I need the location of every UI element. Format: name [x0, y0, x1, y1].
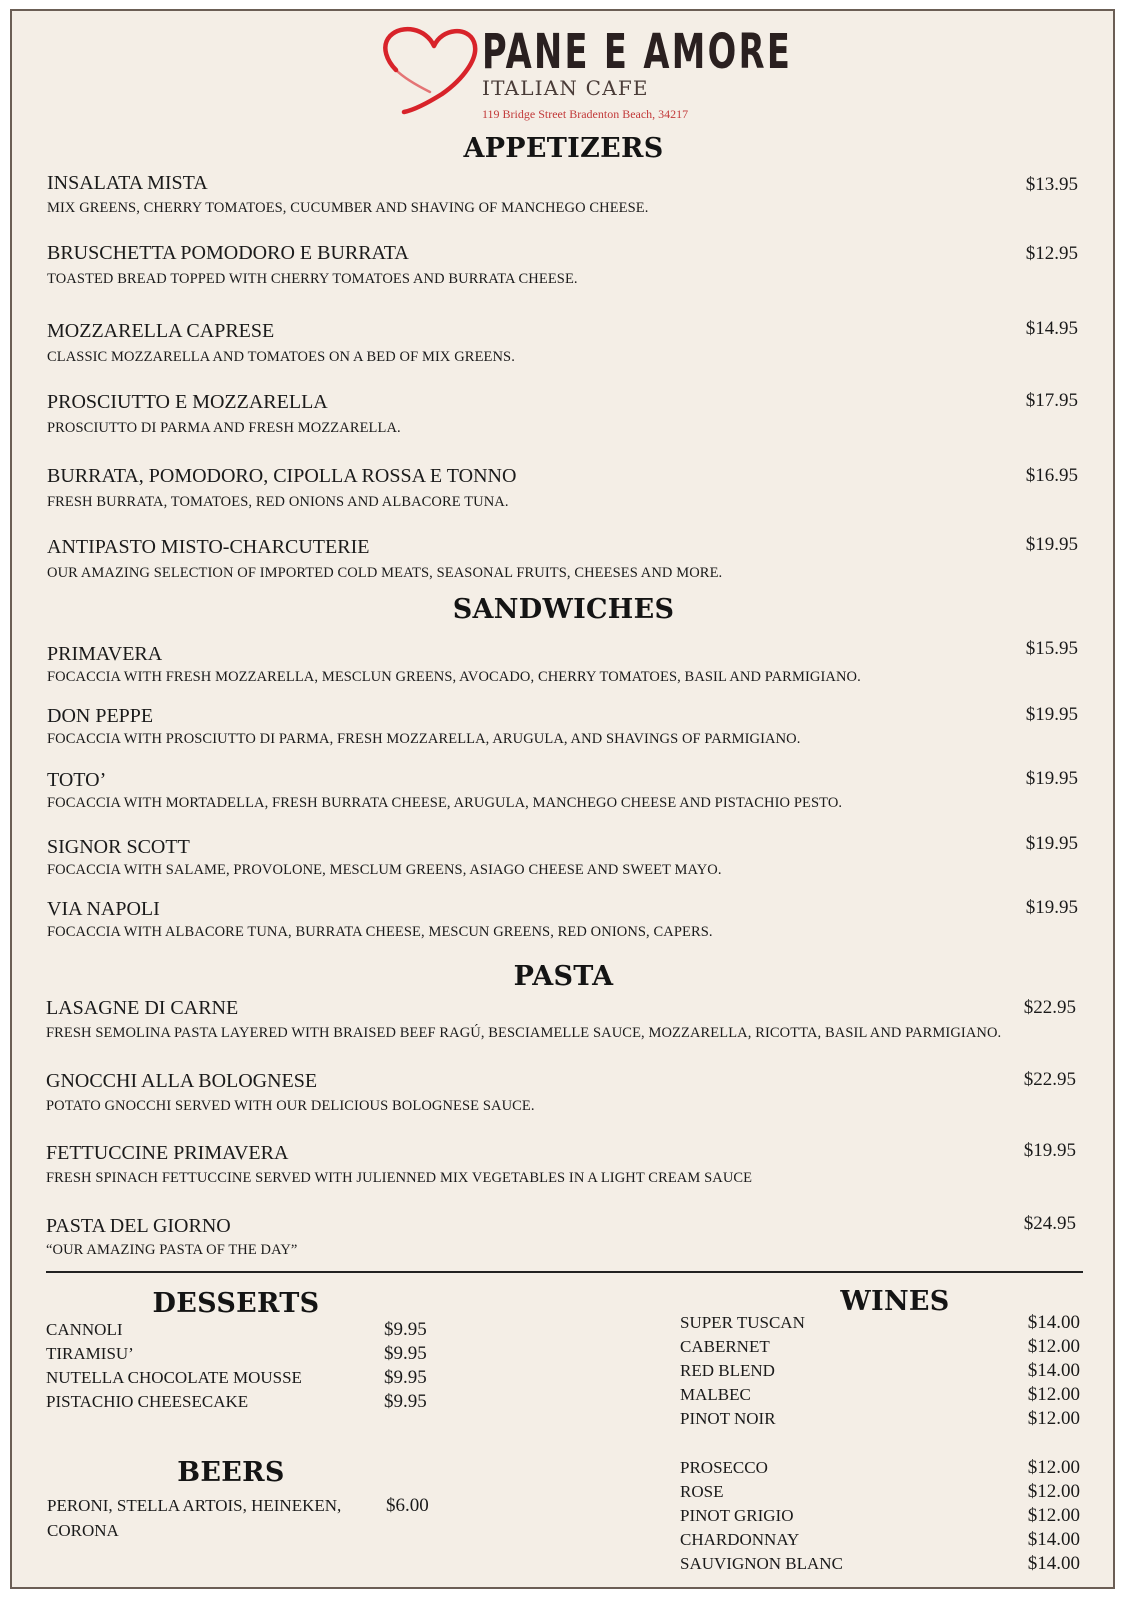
- menu-item-name: TOTO’: [47, 769, 107, 791]
- menu-item-name: VIA NAPOLI: [47, 898, 160, 920]
- menu-item-price: $22.95: [1023, 997, 1076, 1018]
- dessert-name: PISTACHIO CHEESECAKE: [46, 1392, 249, 1411]
- wine-name: MALBEC: [680, 1385, 751, 1404]
- menu-item-desc: FRESH BURRATA, TOMATOES, RED ONIONS AND ALBACORE TUNA.: [47, 494, 509, 510]
- menu-item-desc: FOCACCIA WITH PROSCIUTTO DI PARMA, FRESH MOZZARELLA, ARUGULA, AND SHAVINGS OF PARMIGIANO.: [47, 731, 801, 747]
- menu-item-name: ANTIPASTO MISTO-CHARCUTERIE: [47, 536, 370, 558]
- menu-item-desc: FOCACCIA WITH MORTADELLA, FRESH BURRATA CHEESE, ARUGULA, MANCHEGO CHEESE AND PISTACHIO PESTO.: [47, 795, 843, 811]
- menu-item-price: $22.95: [1023, 1069, 1076, 1090]
- menu-item-name: BURRATA, POMODORO, CIPOLLA ROSSA E TONNO: [47, 465, 517, 487]
- menu-item-price: $12.95: [1025, 243, 1078, 264]
- menu-item-desc: CLASSIC MOZZARELLA AND TOMATOES ON A BED OF MIX GREENS.: [47, 349, 515, 365]
- wine-price: $14.00: [1027, 1553, 1080, 1574]
- menu-item-price: $14.95: [1025, 318, 1078, 339]
- wine-name: SAUVIGNON BLANC: [680, 1554, 843, 1573]
- menu-item-name: GNOCCHI ALLA BOLOGNESE: [46, 1070, 318, 1092]
- wine-price: $14.00: [1027, 1529, 1080, 1550]
- beer-list-line: PERONI, STELLA ARTOIS, HEINEKEN,: [47, 1496, 342, 1515]
- menu-item-price: $15.95: [1025, 638, 1078, 659]
- wine-name: RED BLEND: [680, 1361, 775, 1380]
- menu-item-desc: FRESH SPINACH FETTUCCINE SERVED WITH JULIENNED MIX VEGETABLES IN A LIGHT CREAM SAUCE: [46, 1170, 753, 1186]
- menu-item-price: $19.95: [1025, 833, 1078, 854]
- menu-item-price: $16.95: [1025, 465, 1078, 486]
- wine-price: $12.00: [1027, 1384, 1080, 1405]
- dessert-name: NUTELLA CHOCOLATE MOUSSE: [46, 1368, 302, 1387]
- menu-item-desc: POTATO GNOCCHI SERVED WITH OUR DELICIOUS BOLOGNESE SAUCE.: [46, 1098, 535, 1114]
- dessert-name: CANNOLI: [46, 1320, 123, 1339]
- menu-item-name: SIGNOR SCOTT: [47, 836, 190, 858]
- wine-price: $12.00: [1027, 1457, 1080, 1478]
- menu-item-price: $19.95: [1025, 534, 1078, 555]
- section-divider: [46, 1271, 1083, 1273]
- menu-item-name: PASTA DEL GIORNO: [46, 1215, 231, 1237]
- menu-item-price: $19.95: [1025, 768, 1078, 789]
- wine-price: $14.00: [1027, 1360, 1080, 1381]
- dessert-name: TIRAMISU’: [46, 1344, 134, 1363]
- desserts-title: DESSERTS: [152, 1288, 320, 1319]
- menu-item-price: $19.95: [1023, 1140, 1076, 1161]
- wine-price: $14.00: [1027, 1312, 1080, 1333]
- menu-item-name: INSALATA MISTA: [47, 172, 208, 194]
- wine-name: PINOT GRIGIO: [680, 1506, 794, 1525]
- menu-item-name: MOZZARELLA CAPRESE: [47, 320, 275, 342]
- menu-item-desc: FOCACCIA WITH FRESH MOZZARELLA, MESCLUN GREENS, AVOCADO, CHERRY TOMATOES, BASIL AND PARMIGIANO.: [47, 669, 861, 685]
- wine-name: PINOT NOIR: [680, 1409, 776, 1428]
- menu-item-name: PROSCIUTTO E MOZZARELLA: [47, 391, 328, 413]
- wine-name: ROSE: [680, 1482, 724, 1501]
- menu-item-price: $19.95: [1025, 897, 1078, 918]
- menu-item-price: $19.95: [1025, 704, 1078, 725]
- pasta-title: PASTA: [513, 961, 614, 992]
- dessert-price: $9.95: [384, 1367, 427, 1388]
- beer-price: $6.00: [386, 1495, 429, 1516]
- menu-item-price: $24.95: [1023, 1213, 1076, 1234]
- menu-item-desc: OUR AMAZING SELECTION OF IMPORTED COLD MEATS, SEASONAL FRUITS, CHEESES AND MORE.: [47, 565, 723, 581]
- sandwiches-title: SANDWICHES: [452, 594, 675, 625]
- menu-item-name: PRIMAVERA: [47, 643, 163, 665]
- wine-price: $12.00: [1027, 1408, 1080, 1429]
- menu-item-price: $17.95: [1025, 390, 1078, 411]
- restaurant-address: 119 Bridge Street Bradenton Beach, 34217: [482, 107, 689, 121]
- wine-price: $12.00: [1027, 1481, 1080, 1502]
- menu-item-name: BRUSCHETTA POMODORO E BURRATA: [47, 242, 409, 264]
- wine-name: PROSECCO: [680, 1458, 768, 1477]
- wine-name: CABERNET: [680, 1337, 770, 1356]
- wine-price: $12.00: [1027, 1505, 1080, 1526]
- menu-item-desc: FRESH SEMOLINA PASTA LAYERED WITH BRAISED BEEF RAGÚ, BESCIAMELLE SAUCE, MOZZARELLA, RICOTTA, BASIL AND PARMIGIANO.: [46, 1025, 1002, 1041]
- wine-price: $12.00: [1027, 1336, 1080, 1357]
- menu-item-desc: PROSCIUTTO DI PARMA AND FRESH MOZZARELLA.: [47, 420, 401, 436]
- wine-name: SUPER TUSCAN: [680, 1313, 805, 1332]
- beers-title: BEERS: [177, 1457, 285, 1488]
- beer-list-line: CORONA: [47, 1521, 119, 1540]
- wine-name: CHARDONNAY: [680, 1530, 800, 1549]
- menu-item-name: FETTUCCINE PRIMAVERA: [46, 1142, 289, 1164]
- dessert-price: $9.95: [384, 1391, 427, 1412]
- wines-title: WINES: [840, 1286, 950, 1317]
- dessert-price: $9.95: [384, 1343, 427, 1364]
- dessert-price: $9.95: [384, 1319, 427, 1340]
- menu-item-desc: MIX GREENS, CHERRY TOMATOES, CUCUMBER AND SHAVING OF MANCHEGO CHEESE.: [47, 200, 649, 216]
- menu-item-desc: “OUR AMAZING PASTA OF THE DAY”: [46, 1242, 298, 1258]
- menu-item-name: DON PEPPE: [47, 705, 154, 727]
- menu-item-desc: FOCACCIA WITH SALAME, PROVOLONE, MESCLUM GREENS, ASIAGO CHEESE AND SWEET MAYO.: [47, 862, 722, 878]
- appetizers-title: APPETIZERS: [463, 133, 664, 164]
- menu-item-desc: FOCACCIA WITH ALBACORE TUNA, BURRATA CHEESE, MESCUN GREENS, RED ONIONS, CAPERS.: [47, 924, 713, 940]
- menu-item-price: $13.95: [1025, 174, 1078, 195]
- restaurant-name: PANE E AMORE: [482, 24, 793, 80]
- restaurant-subtitle: ITALIAN CAFE: [482, 76, 649, 100]
- menu-item-name: LASAGNE DI CARNE: [46, 997, 239, 1019]
- heart-logo-icon: [382, 22, 482, 116]
- menu-item-desc: TOASTED BREAD TOPPED WITH CHERRY TOMATOES AND BURRATA CHEESE.: [47, 271, 578, 287]
